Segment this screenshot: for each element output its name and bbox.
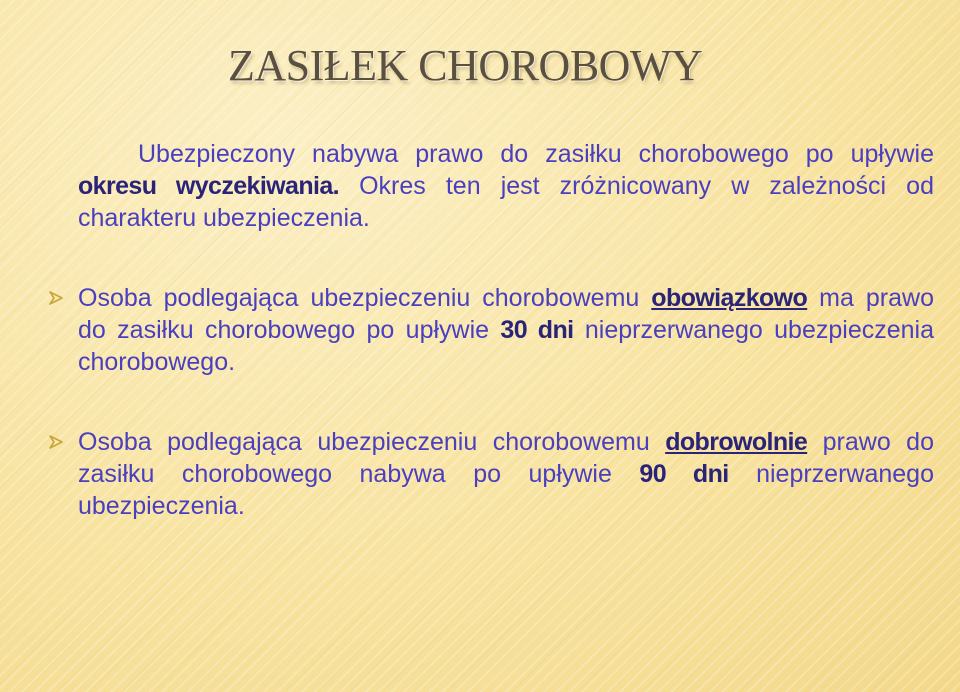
- bullet-days: 90 dni: [639, 460, 729, 488]
- bullet-emphasis: obowiązkowo: [651, 284, 808, 312]
- arrowhead-bullet-icon: [48, 434, 64, 450]
- bullet-text-post: nieprzerwanego ubezpieczenia chorobowego.: [78, 316, 934, 376]
- bullet-text-pre: Osoba podlegająca ubezpieczeniu chorobowemu: [78, 284, 652, 312]
- bullet-emphasis: dobrowolnie: [665, 428, 808, 456]
- bullet-text-mid: ma prawo do zasiłku chorobowego po upływie: [78, 284, 934, 344]
- intro-emphasis: okresu wyczekiwania.: [78, 172, 339, 200]
- intro-text-post: Okres ten jest zróżnicowany w zależności od charakteru ubezpieczenia.: [78, 172, 934, 232]
- bullet-days: 30 dni: [500, 316, 574, 344]
- intro-paragraph: [78, 138, 934, 234]
- slide-title: ZASIŁEK CHOROBOWY: [228, 41, 703, 90]
- bullet-text-post: nieprzerwanego ubezpieczenia.: [78, 460, 934, 520]
- arrowhead-bullet-icon: [48, 290, 64, 306]
- intro-text-pre: Ubezpieczony nabywa prawo do zasiłku chorobowego po upływie: [138, 140, 934, 168]
- bullet-item-mandatory: [78, 282, 934, 378]
- bullet-text-pre: Osoba podlegająca ubezpieczeniu chorobowemu: [78, 428, 666, 456]
- bullet-item-voluntary: [78, 426, 934, 522]
- bullet-text-mid: prawo do zasiłku chorobowego nabywa po upływie: [78, 428, 934, 488]
